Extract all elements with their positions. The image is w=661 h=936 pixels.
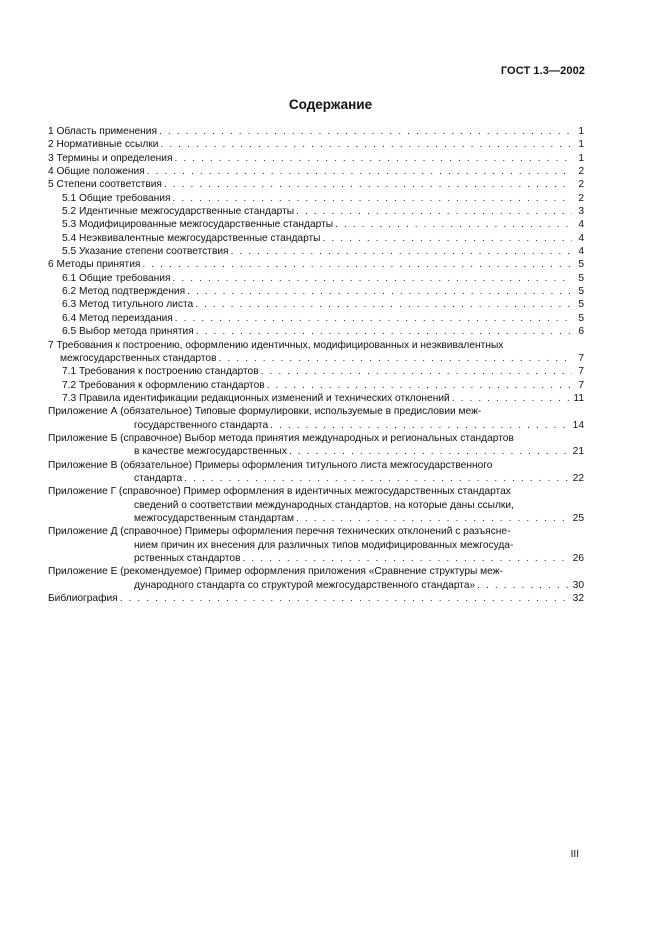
toc-entry[interactable] (48, 312, 584, 325)
toc-page-number: 3 (578, 206, 584, 218)
toc-entry-line: нием причин их внесения для различных типов модифицированных межгосуда- (134, 539, 514, 551)
toc-entry-line: Приложение В (обязательное) Примеры оформления титульного листа межгосударственного (48, 459, 493, 471)
toc-entry[interactable] (48, 339, 584, 366)
dot-leader (164, 178, 572, 191)
toc-page-number: 7 (578, 352, 584, 364)
dot-leader (289, 445, 571, 458)
toc-page-number: 2 (578, 192, 584, 204)
toc-entry-line: стандарта (134, 472, 183, 484)
toc-entry-text (62, 245, 574, 258)
toc-entry-line: 5.3 Модифицированные межгосударственные стандарты (62, 219, 334, 231)
toc-page-number: 1 (578, 139, 584, 151)
dot-leader (187, 285, 572, 298)
dot-leader (270, 419, 571, 432)
toc-page-number: 26 (572, 553, 584, 564)
toc-page-number: 22 (572, 472, 584, 484)
toc-entry-text (48, 432, 573, 459)
toc-entry-text (62, 285, 574, 298)
toc-entry-line: 6.5 Выбор метода принятия (62, 326, 194, 338)
toc-page-number: 11 (573, 392, 584, 404)
toc-entry-text (62, 218, 574, 231)
toc-entry[interactable] (48, 365, 584, 378)
dot-leader (261, 365, 572, 378)
toc-entry-text (62, 392, 573, 405)
toc-entry-text (62, 272, 574, 285)
toc-entry-line: Приложение Г (справочное) Пример оформления в идентичных межгосударственных стандартах (48, 486, 511, 498)
toc-entry-text (48, 485, 573, 525)
toc-entry-line: 5.5 Указание степени соответствия (62, 246, 229, 258)
toc-entry-text (48, 165, 574, 178)
dot-leader (160, 138, 572, 151)
toc-entry[interactable] (48, 392, 584, 405)
toc-entry-line: Библиография (48, 593, 118, 605)
toc-page-number: 7 (578, 379, 584, 391)
toc-entry-text (62, 365, 574, 378)
toc-entry-line: государственного стандарта (134, 419, 269, 431)
toc-entry-line: 5.2 Идентичные межгосударственные стандарты (62, 206, 295, 218)
page-number: III (570, 849, 579, 860)
toc-entry[interactable] (48, 205, 584, 218)
dot-leader (196, 325, 572, 338)
toc-entry-line: 6 Методы принятия (48, 259, 141, 271)
dot-leader (142, 258, 572, 271)
toc-entry-line: в качестве межгосударственных (134, 446, 287, 458)
toc-entry[interactable] (48, 192, 584, 205)
toc-page-number: 14 (572, 419, 584, 431)
toc-page-number: 4 (578, 246, 584, 258)
toc-entry-line: 6.4 Метод переиздания (62, 312, 173, 324)
dot-leader (173, 192, 572, 205)
toc-entry-line: 6.3 Метод титульного листа (62, 299, 194, 311)
toc-page-number: 7 (578, 366, 584, 378)
toc-entry-text (48, 178, 574, 191)
dot-leader (159, 125, 572, 138)
toc-entry[interactable] (48, 298, 584, 311)
toc-entry[interactable] (48, 379, 584, 392)
document-code: ГОСТ 1.3—2002 (500, 65, 585, 77)
toc-page-number: 5 (578, 272, 584, 284)
toc-entry-text (62, 312, 574, 325)
toc-entry[interactable] (48, 272, 584, 285)
toc-page-number: 4 (578, 232, 584, 244)
toc-entry-text (62, 232, 574, 245)
toc-entry-text (62, 192, 574, 205)
toc-entry-text (48, 125, 574, 138)
dot-leader (323, 232, 572, 245)
toc-title: Содержание (288, 97, 373, 112)
toc-entry-line: рственных стандартов (134, 553, 241, 564)
dot-leader (120, 592, 571, 605)
toc-entry-line: 7.1 Требования к построению стандартов (62, 366, 259, 378)
toc-entry-line: 2 Нормативные ссылки (48, 139, 159, 151)
dot-leader (243, 552, 571, 565)
dot-leader (452, 392, 572, 405)
toc-entry[interactable] (48, 258, 584, 271)
toc-page-number: 5 (578, 259, 584, 271)
toc-entry-text (62, 325, 574, 338)
toc-entry[interactable] (48, 178, 584, 191)
toc-entry[interactable] (48, 125, 584, 138)
toc-page-number: 5 (578, 299, 584, 311)
toc-entry-line: 5.4 Неэквивалентные межгосударственные стандарты (62, 232, 321, 244)
toc-page-number: 5 (578, 312, 584, 324)
toc-entry[interactable] (48, 432, 584, 459)
toc-page-number: 1 (578, 126, 584, 137)
dot-leader (173, 272, 572, 285)
toc-entry-line: Приложение Б (справочное) Выбор метода принятия международных и региональных стандартов (48, 432, 514, 444)
toc-entry-line: 6.2 Метод подтверждения (62, 286, 186, 298)
toc-entry-line: Приложение Е (рекомендуемое) Пример оформления приложения «Сравнение структуры меж- (48, 566, 503, 578)
toc-page-number: 1 (578, 152, 584, 164)
toc-entry[interactable] (48, 485, 584, 525)
dot-leader (267, 379, 572, 392)
toc-entry-text (62, 379, 574, 392)
toc-entry-line: 7 Требования к построению, оформлению идентичных, модифицированных и неэквивалентных (48, 339, 504, 351)
dot-leader (195, 298, 572, 311)
toc-entry-text (62, 298, 574, 311)
toc-entry-text (48, 592, 573, 605)
toc-entry-text (48, 339, 574, 366)
toc-entry-line: Приложение Д (справочное) Примеры оформления перечня технических отклонений с разъясне- (48, 526, 511, 538)
dot-leader (335, 218, 572, 231)
toc-entry-line: Приложение А (обязательное) Типовые формулировки, используемые в предисловии меж- (48, 406, 482, 418)
toc-entry[interactable] (48, 525, 584, 565)
toc-page-number: 2 (578, 179, 584, 191)
toc-page-number: 25 (572, 512, 584, 524)
toc-page-number: 21 (572, 446, 584, 458)
toc-entry-line: 3 Термины и определения (48, 152, 173, 164)
toc-entry-line: 5 Степени соответствия (48, 179, 162, 191)
toc-entry-line: межгосударственных стандартов (60, 352, 217, 364)
dot-leader (175, 312, 572, 325)
dot-leader (296, 205, 572, 218)
toc-entry-text (48, 525, 573, 565)
toc-entry-text (48, 459, 573, 486)
toc-entry-text (48, 565, 573, 592)
toc-entry-text (48, 152, 574, 165)
toc-entry-line: дународного стандарта со структурой межгосударственного стандарта» (134, 579, 476, 591)
table-of-contents (48, 125, 584, 605)
dot-leader (219, 352, 573, 365)
toc-entry[interactable] (48, 232, 584, 245)
dot-leader (231, 245, 572, 258)
toc-page-number: 5 (578, 286, 584, 298)
toc-entry-line: 5.1 Общие требования (62, 192, 171, 204)
toc-entry[interactable] (48, 325, 584, 338)
toc-entry[interactable] (48, 405, 584, 432)
toc-entry[interactable] (48, 285, 584, 298)
dot-leader (477, 579, 571, 592)
toc-entry-text (48, 138, 574, 151)
toc-entry-text (48, 258, 574, 271)
toc-page-number: 2 (578, 166, 584, 178)
toc-page-number: 30 (572, 579, 584, 591)
toc-entry[interactable] (48, 592, 584, 605)
toc-entry-line: 4 Общие положения (48, 166, 145, 178)
toc-entry-line: 7.3 Правила идентификации редакционных изменений и технических отклонений (62, 392, 450, 404)
toc-entry[interactable] (48, 152, 584, 165)
toc-entry[interactable] (48, 218, 584, 231)
toc-entry-line: межгосударственным стандартам (134, 512, 294, 524)
toc-entry-line: 6.1 Общие требования (62, 272, 171, 284)
toc-entry[interactable] (48, 565, 584, 592)
dot-leader (296, 512, 571, 525)
toc-entry-text (62, 205, 574, 218)
dot-leader (147, 165, 572, 178)
toc-page-number: 32 (572, 593, 584, 605)
toc-page-number: 4 (578, 219, 584, 231)
toc-entry-line: 7.2 Требования к оформлению стандартов (62, 379, 265, 391)
dot-leader (174, 152, 572, 165)
toc-entry[interactable] (48, 245, 584, 258)
toc-page-number: 6 (578, 326, 584, 338)
toc-entry-line: сведений о соответствии международных стандартов, на которые даны ссылки, (134, 499, 514, 511)
toc-entry[interactable] (48, 165, 584, 178)
toc-entry-line: 1 Область применения (48, 126, 157, 137)
toc-entry[interactable] (48, 459, 584, 486)
dot-leader (184, 472, 570, 485)
toc-entry-text (48, 405, 573, 432)
toc-entry[interactable] (48, 138, 584, 151)
